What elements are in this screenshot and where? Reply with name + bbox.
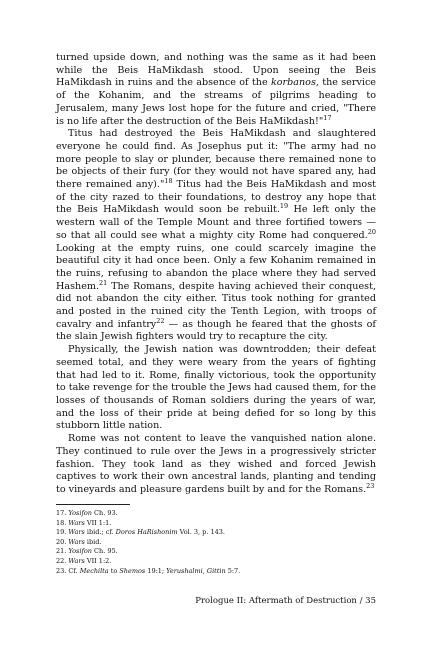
- footnote-divider: [56, 504, 130, 505]
- footnote-ref: 23: [366, 481, 375, 490]
- footnote-ref: 22: [156, 316, 165, 325]
- footnote: 22. Wars VII 1:2.: [56, 556, 112, 565]
- footnote-list: [56, 509, 376, 576]
- footnote: 23. Cf. Mechilta to Shemos 19:1; Yerushalmi, Gittin 5:7.: [56, 566, 241, 575]
- body-text: [56, 52, 376, 497]
- paragraph: Physically, the Jewish nation was downtrodden; their defeat seemed total, and they were weary from the years of fighting that had led to it. Rome, finally victorious, took the opportunity to take revenge for the trouble the Jews had caused them, for the losses of thousands of Roman soldiers during the years of war, and the loss of their pride at being defied for so long by this stubborn little nation.: [56, 344, 376, 432]
- running-footer: Prologue II: Aftermath of Destruction / 35: [195, 596, 376, 606]
- footnote-ref: 20: [367, 227, 376, 236]
- footnote-ref: 18: [164, 176, 173, 185]
- footnote: 17. Yosifon Ch. 93.: [56, 509, 118, 517]
- footnote: 21. Yosifon Ch. 95.: [56, 547, 118, 556]
- paragraph: Titus had destroyed the Beis HaMikdash and slaughtered everyone he could find. As Josephus put it: "The army had no more people to slay or plunder, because there remained none to be objects of their fury (for they would not have spared any, had there remained any)."$^{18}$ Titus had the Beis HaMikdash and most of the city razed to their foundations, to destroy any hope that the Beis HaMikdash would soon be rebuilt.$^{19}$ He left only the western wall of the Temple Mount and three fortified towers — so that all could see what a mighty city Rome had conquered.$^{20}$ Looking at the empty ruins, one could scarcely imagine the beautiful city it had once been. Only a few Kohanim remained in the ruins, refusing to abandon the place where they had served Hashem.$^{21}$ The Romans, despite having achieved their conquest, did not abandon the city either. Titus took nothing for granted and posted in the ruined city the Tenth Legion, with troops of cavalry and infantry$^{22}$ — as though he feared that the ghosts of the slain Jewish fighters would try to recapture the city.: [56, 128, 376, 343]
- paragraph: Rome was not content to leave the vanquished nation alone. They continued to rule over the Jews in a progressively stricter fashion. They took land as they wished and forced Jewish captives to work their own ancestral lands, planting and tending to vineyards and pleasure gardens built by and for the Romans.$^{23}$: [56, 433, 376, 495]
- footnote: 20. Wars ibid.: [56, 537, 102, 546]
- footnote: 19. Wars ibid.; cf. Doros HaRishonim Vol. 3, p. 143.: [56, 528, 225, 537]
- footnote: 18. Wars VII 1:1.: [56, 518, 112, 527]
- paragraph: turned upside down, and nothing was the same as it had been while the Beis HaMikdash stood. Upon seeing the Beis HaMikdash in ruins and the absence of the korbanos, the service of the Kohanim, and the streams of pilgrims heading to Jerusalem, many Jews lost hope for the future and cried, "There is no life after the destruction of the Beis HaMikdash!"$^{17}$: [56, 52, 376, 127]
- footnote-ref: 19: [279, 202, 289, 211]
- footnote-ref: 21: [99, 278, 108, 287]
- footnote-ref: 17: [323, 113, 332, 122]
